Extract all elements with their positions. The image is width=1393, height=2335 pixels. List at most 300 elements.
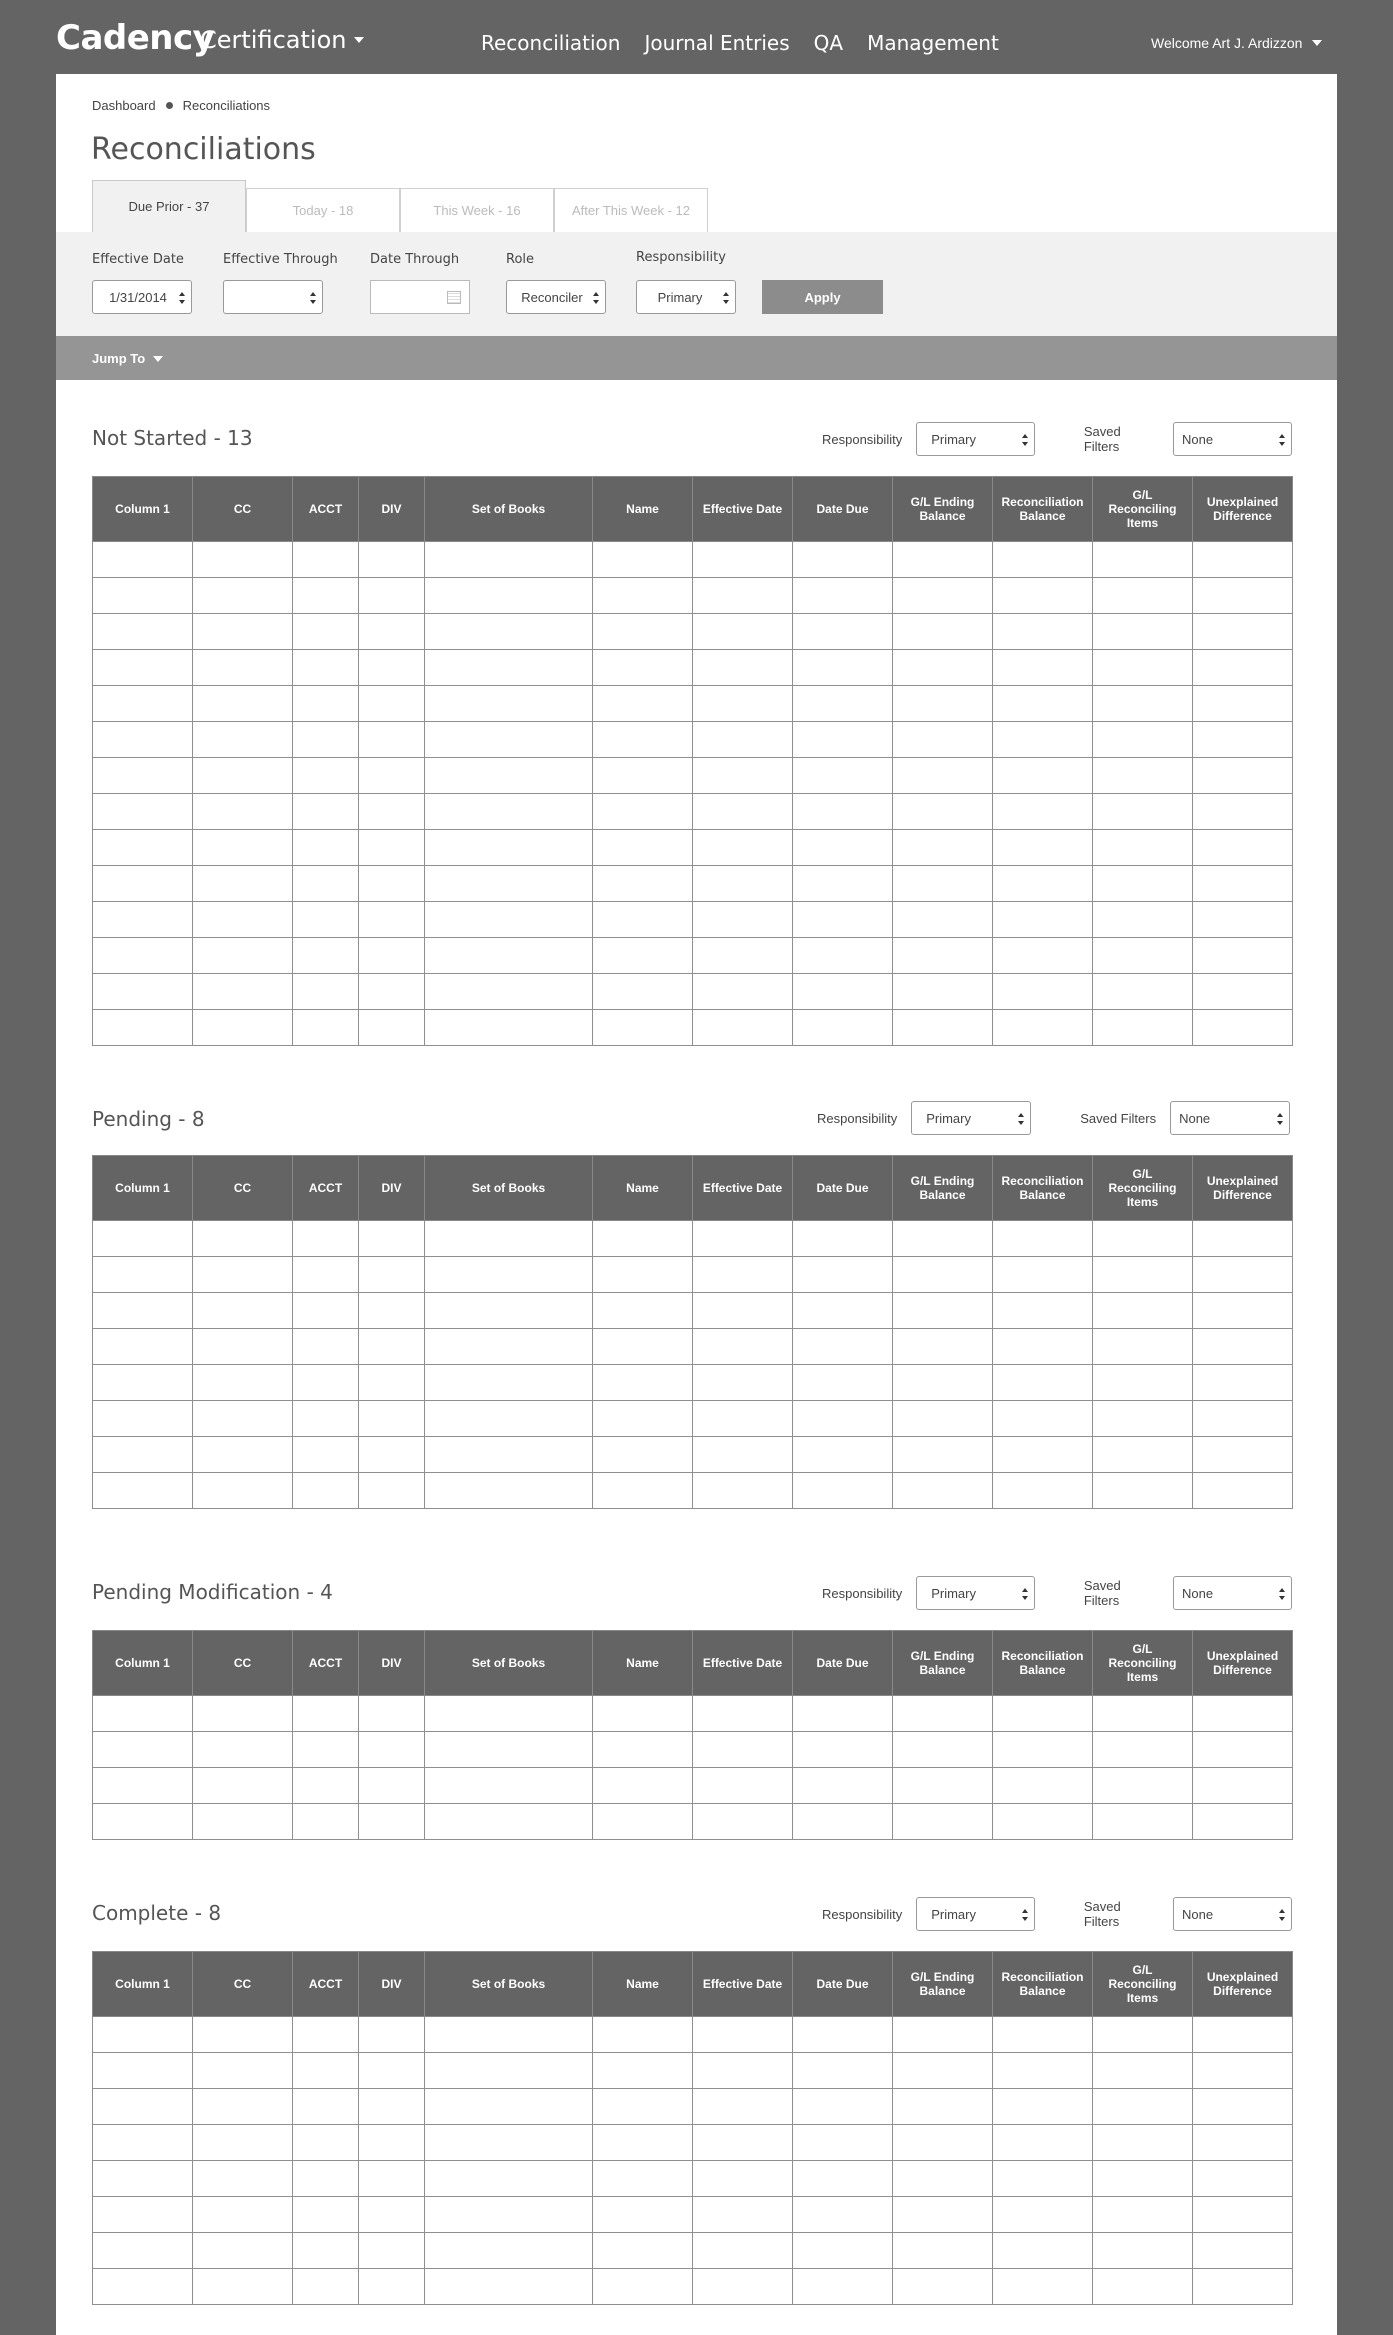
effective-date-select[interactable]	[92, 280, 192, 314]
table-cell	[93, 1257, 193, 1293]
table-cell	[293, 2089, 359, 2125]
table-cell	[1193, 2125, 1293, 2161]
table-cell	[425, 758, 593, 794]
saved-filters-select[interactable]	[1173, 1897, 1292, 1931]
table-row[interactable]	[93, 1804, 1293, 1840]
cadency-logo[interactable]: Cadency	[56, 18, 215, 58]
table-cell	[893, 2053, 993, 2089]
table-cell	[693, 1365, 793, 1401]
due-tabs	[92, 180, 708, 232]
table-row[interactable]	[93, 1732, 1293, 1768]
column-header-name[interactable]: Name	[593, 477, 693, 542]
table-cell	[1093, 1257, 1193, 1293]
table-row[interactable]	[93, 1768, 1293, 1804]
table-row[interactable]	[93, 1437, 1293, 1473]
column-header-reconciliation-balance[interactable]: Reconciliation Balance	[993, 1631, 1093, 1696]
breadcrumb	[92, 98, 270, 113]
column-header-gl-reconciling-items[interactable]: G/L Reconciling Items	[1093, 477, 1193, 542]
calendar-icon[interactable]	[447, 291, 461, 304]
column-header-unexplained-difference[interactable]: Unexplained Difference	[1193, 1156, 1293, 1221]
table-row[interactable]	[93, 1010, 1293, 1046]
table-cell	[293, 650, 359, 686]
nav-qa[interactable]: QA	[813, 31, 844, 55]
responsibility-value: Primary	[926, 1110, 971, 1126]
table-cell	[425, 1401, 593, 1437]
table-cell	[693, 2089, 793, 2125]
table-cell	[425, 614, 593, 650]
table-cell	[1193, 1221, 1293, 1257]
table-row[interactable]	[93, 2053, 1293, 2089]
column-header-acct[interactable]: ACCT	[293, 1156, 359, 1221]
column-header-column-1[interactable]: Column 1	[93, 1156, 193, 1221]
table-cell	[1093, 1329, 1193, 1365]
table-cell	[359, 758, 425, 794]
table-cell	[425, 2161, 593, 2197]
table-cell	[359, 794, 425, 830]
table-cell	[93, 758, 193, 794]
table-row[interactable]	[93, 614, 1293, 650]
table-cell	[593, 1221, 693, 1257]
table-cell	[1193, 794, 1293, 830]
table-cell	[793, 1329, 893, 1365]
table-cell	[193, 2197, 293, 2233]
effective-through-select[interactable]	[223, 280, 323, 314]
table-cell	[693, 614, 793, 650]
table-cell	[93, 1437, 193, 1473]
table-cell	[993, 1437, 1093, 1473]
column-header-date-due[interactable]: Date Due	[793, 1952, 893, 2017]
table-row[interactable]	[93, 902, 1293, 938]
table-cell	[893, 578, 993, 614]
column-header-name[interactable]: Name	[593, 1952, 693, 2017]
table-cell	[93, 1401, 193, 1437]
table-cell	[593, 2233, 693, 2269]
table-cell	[793, 1293, 893, 1329]
table-row[interactable]	[93, 1696, 1293, 1732]
table-cell	[893, 1365, 993, 1401]
table-cell	[1193, 1473, 1293, 1509]
select-arrows-icon	[1279, 434, 1285, 446]
table-cell	[593, 2053, 693, 2089]
table-cell	[793, 722, 893, 758]
table-cell	[425, 542, 593, 578]
table-cell	[1093, 578, 1193, 614]
table-row[interactable]	[93, 938, 1293, 974]
column-header-column-1[interactable]: Column 1	[93, 477, 193, 542]
table-cell	[193, 794, 293, 830]
table-cell	[193, 1732, 293, 1768]
table-row[interactable]	[93, 974, 1293, 1010]
table-row[interactable]	[93, 1473, 1293, 1509]
table-cell	[693, 2053, 793, 2089]
table-row[interactable]	[93, 758, 1293, 794]
table-cell	[359, 1365, 425, 1401]
table-cell	[793, 1473, 893, 1509]
role-group	[506, 252, 606, 314]
table-cell	[1193, 2197, 1293, 2233]
table-cell	[593, 722, 693, 758]
select-arrows-icon	[1022, 1588, 1028, 1600]
table-cell	[793, 938, 893, 974]
column-header-name[interactable]: Name	[593, 1631, 693, 1696]
column-header-date-due[interactable]: Date Due	[793, 477, 893, 542]
table-row[interactable]	[93, 1221, 1293, 1257]
table-row[interactable]	[93, 578, 1293, 614]
main-nav	[481, 31, 999, 55]
table-cell	[793, 2089, 893, 2125]
reconciliation-table	[92, 476, 1293, 1046]
table-row[interactable]	[93, 794, 1293, 830]
column-header-unexplained-difference[interactable]: Unexplained Difference	[1193, 477, 1293, 542]
table-header-row	[93, 1156, 1293, 1221]
table-cell	[693, 866, 793, 902]
table-cell	[793, 1221, 893, 1257]
table-cell	[693, 1221, 793, 1257]
table-row[interactable]	[93, 650, 1293, 686]
table-cell	[693, 1696, 793, 1732]
table-cell	[593, 2161, 693, 2197]
table-cell	[593, 2017, 693, 2053]
table-cell	[425, 2089, 593, 2125]
column-header-column-1[interactable]: Column 1	[93, 1631, 193, 1696]
table-cell	[893, 1732, 993, 1768]
table-cell	[293, 722, 359, 758]
table-cell	[893, 866, 993, 902]
column-header-set-of-books[interactable]: Set of Books	[425, 477, 593, 542]
table-row[interactable]	[93, 1329, 1293, 1365]
table-cell	[359, 686, 425, 722]
filter-panel	[56, 232, 1337, 336]
table-cell	[293, 2269, 359, 2305]
table-cell	[893, 650, 993, 686]
column-header-unexplained-difference[interactable]: Unexplained Difference	[1193, 1631, 1293, 1696]
table-cell	[93, 1010, 193, 1046]
nav-journal-entries[interactable]: Journal Entries	[644, 31, 790, 55]
table-cell	[693, 2197, 793, 2233]
responsibility-select[interactable]	[916, 1576, 1035, 1610]
effective-date-group	[92, 252, 192, 314]
table-cell	[1193, 1329, 1293, 1365]
select-arrows-icon	[1018, 1113, 1024, 1125]
column-header-gl-reconciling-items[interactable]: G/L Reconciling Items	[1093, 1631, 1193, 1696]
column-header-acct[interactable]: ACCT	[293, 1952, 359, 2017]
table-cell	[193, 2269, 293, 2305]
table-row[interactable]	[93, 830, 1293, 866]
table-row[interactable]	[93, 2125, 1293, 2161]
table-cell	[193, 650, 293, 686]
table-cell	[993, 866, 1093, 902]
table-cell	[593, 974, 693, 1010]
table-cell	[359, 1010, 425, 1046]
column-header-effective-date[interactable]: Effective Date	[693, 477, 793, 542]
table-row[interactable]	[93, 2161, 1293, 2197]
table-cell	[593, 830, 693, 866]
column-header-div[interactable]: DIV	[359, 1952, 425, 2017]
table-cell	[193, 1696, 293, 1732]
table-row[interactable]	[93, 2017, 1293, 2053]
table-row[interactable]	[93, 1257, 1293, 1293]
responsibility-select[interactable]	[911, 1101, 1031, 1135]
product-switcher[interactable]	[200, 26, 364, 54]
column-header-reconciliation-balance[interactable]: Reconciliation Balance	[993, 477, 1093, 542]
table-cell	[993, 1473, 1093, 1509]
table-cell	[1193, 1365, 1293, 1401]
table-row[interactable]	[93, 2269, 1293, 2305]
column-header-cc[interactable]: CC	[193, 1156, 293, 1221]
column-header-acct[interactable]: ACCT	[293, 477, 359, 542]
table-cell	[425, 1804, 593, 1840]
table-cell	[93, 1732, 193, 1768]
saved-filters-select[interactable]	[1173, 1576, 1292, 1610]
table-cell	[993, 614, 1093, 650]
table-cell	[93, 2089, 193, 2125]
table-cell	[1093, 2197, 1193, 2233]
column-header-set-of-books[interactable]: Set of Books	[425, 1156, 593, 1221]
table-cell	[1093, 2017, 1193, 2053]
table-cell	[593, 1473, 693, 1509]
table-row[interactable]	[93, 542, 1293, 578]
table-cell	[993, 794, 1093, 830]
column-header-effective-date[interactable]: Effective Date	[693, 1631, 793, 1696]
table-cell	[293, 1401, 359, 1437]
table-cell	[359, 578, 425, 614]
column-header-div[interactable]: DIV	[359, 1156, 425, 1221]
table-cell	[293, 2125, 359, 2161]
table-cell	[593, 1293, 693, 1329]
nav-management[interactable]: Management	[867, 31, 999, 55]
table-row[interactable]	[93, 2233, 1293, 2269]
table-cell	[893, 1221, 993, 1257]
table-cell	[893, 902, 993, 938]
table-cell	[793, 2269, 893, 2305]
table-cell	[1193, 1010, 1293, 1046]
table-cell	[425, 2197, 593, 2233]
table-cell	[793, 1804, 893, 1840]
table-cell	[693, 902, 793, 938]
date-through-input[interactable]	[370, 280, 470, 314]
table-cell	[993, 722, 1093, 758]
column-header-effective-date[interactable]: Effective Date	[693, 1156, 793, 1221]
column-header-gl-reconciling-items[interactable]: G/L Reconciling Items	[1093, 1952, 1193, 2017]
responsibility-select[interactable]	[636, 280, 736, 314]
table-row[interactable]	[93, 1365, 1293, 1401]
table-cell	[193, 2125, 293, 2161]
column-header-gl-reconciling-items[interactable]: G/L Reconciling Items	[1093, 1156, 1193, 1221]
table-cell	[93, 722, 193, 758]
table-row[interactable]	[93, 2197, 1293, 2233]
table-cell	[293, 974, 359, 1010]
table-cell	[1093, 542, 1193, 578]
column-header-div[interactable]: DIV	[359, 477, 425, 542]
responsibility-select[interactable]	[916, 422, 1035, 456]
table-cell	[693, 578, 793, 614]
table-cell	[993, 1365, 1093, 1401]
select-arrows-icon	[1277, 1113, 1283, 1125]
table-cell	[359, 1329, 425, 1365]
table-cell	[359, 2161, 425, 2197]
table-cell	[793, 758, 893, 794]
table-cell	[893, 2125, 993, 2161]
table-cell	[425, 1473, 593, 1509]
column-header-gl-ending-balance[interactable]: G/L Ending Balance	[893, 1952, 993, 2017]
responsibility-value: Primary	[657, 289, 703, 305]
table-cell	[193, 542, 293, 578]
column-header-set-of-books[interactable]: Set of Books	[425, 1631, 593, 1696]
section-title: Not Started - 13	[92, 426, 253, 450]
table-cell	[93, 830, 193, 866]
table-cell	[893, 974, 993, 1010]
table-cell	[693, 758, 793, 794]
table-cell	[293, 1221, 359, 1257]
table-cell	[293, 2197, 359, 2233]
table-cell	[993, 902, 1093, 938]
table-cell	[893, 2161, 993, 2197]
table-cell	[1093, 2053, 1193, 2089]
table-cell	[1093, 1221, 1193, 1257]
table-cell	[893, 1257, 993, 1293]
table-cell	[425, 2269, 593, 2305]
table-cell	[1093, 794, 1193, 830]
table-cell	[359, 1768, 425, 1804]
jump-to-bar	[56, 336, 1337, 380]
table-cell	[359, 614, 425, 650]
table-row[interactable]	[93, 1401, 1293, 1437]
column-header-cc[interactable]: CC	[193, 1631, 293, 1696]
column-header-reconciliation-balance[interactable]: Reconciliation Balance	[993, 1156, 1093, 1221]
select-arrows-icon	[1022, 1909, 1028, 1921]
table-cell	[293, 902, 359, 938]
table-cell	[993, 1257, 1093, 1293]
breadcrumb-dashboard[interactable]: Dashboard	[92, 98, 156, 113]
table-cell	[593, 2089, 693, 2125]
table-row[interactable]	[93, 686, 1293, 722]
column-header-set-of-books[interactable]: Set of Books	[425, 1952, 593, 2017]
column-header-date-due[interactable]: Date Due	[793, 1631, 893, 1696]
select-arrows-icon	[179, 292, 185, 304]
column-header-gl-ending-balance[interactable]: G/L Ending Balance	[893, 477, 993, 542]
table-cell	[893, 1473, 993, 1509]
user-menu[interactable]	[1151, 35, 1322, 51]
table-cell	[1093, 866, 1193, 902]
table-cell	[1093, 2161, 1193, 2197]
saved-filters-select[interactable]	[1170, 1101, 1290, 1135]
column-header-gl-ending-balance[interactable]: G/L Ending Balance	[893, 1156, 993, 1221]
table-cell	[293, 1768, 359, 1804]
column-header-column-1[interactable]: Column 1	[93, 1952, 193, 2017]
table-cell	[993, 2053, 1093, 2089]
column-header-cc[interactable]: CC	[193, 1952, 293, 2017]
chevron-down-icon	[153, 356, 163, 362]
table-cell	[93, 974, 193, 1010]
tab-this-week[interactable]: This Week - 16	[400, 188, 554, 232]
role-select[interactable]	[506, 280, 606, 314]
table-cell	[359, 1257, 425, 1293]
date-through-label: Date Through	[370, 252, 460, 267]
saved-filters-select[interactable]	[1173, 422, 1292, 456]
table-cell	[793, 1437, 893, 1473]
table-row[interactable]	[93, 1293, 1293, 1329]
table-cell	[793, 830, 893, 866]
page-title: Reconciliations	[91, 132, 316, 167]
table-cell	[93, 794, 193, 830]
table-cell	[993, 974, 1093, 1010]
nav-reconciliation[interactable]: Reconciliation	[481, 31, 621, 55]
table-cell	[1193, 2053, 1293, 2089]
table-cell	[193, 866, 293, 902]
table-cell	[1093, 830, 1193, 866]
table-cell	[425, 938, 593, 974]
table-cell	[1093, 2089, 1193, 2125]
table-cell	[593, 1437, 693, 1473]
saved-filters-label: Saved Filters	[1083, 1899, 1121, 1929]
table-cell	[293, 1804, 359, 1840]
responsibility-select[interactable]	[916, 1897, 1035, 1931]
table-cell	[1193, 2161, 1293, 2197]
table-cell	[425, 794, 593, 830]
tab-today[interactable]: Today - 18	[246, 188, 400, 232]
table-cell	[693, 1804, 793, 1840]
table-cell	[793, 542, 893, 578]
responsibility-label: Responsibility	[636, 250, 726, 265]
table-cell	[793, 1696, 893, 1732]
column-header-acct[interactable]: ACCT	[293, 1631, 359, 1696]
table-cell	[1093, 1473, 1193, 1509]
jump-to-menu[interactable]	[92, 351, 163, 366]
table-cell	[893, 2233, 993, 2269]
tab-after-this-week[interactable]: After This Week - 12	[554, 188, 708, 232]
table-cell	[793, 614, 893, 650]
table-cell	[593, 758, 693, 794]
table-cell	[593, 1401, 693, 1437]
table-cell	[593, 1010, 693, 1046]
column-header-cc[interactable]: CC	[193, 477, 293, 542]
table-cell	[359, 542, 425, 578]
table-cell	[893, 722, 993, 758]
table-cell	[693, 542, 793, 578]
table-row[interactable]	[93, 722, 1293, 758]
apply-button[interactable]: Apply	[762, 280, 883, 314]
table-cell	[1093, 902, 1193, 938]
saved-filters-value: None	[1182, 1585, 1214, 1601]
column-header-div[interactable]: DIV	[359, 1631, 425, 1696]
table-cell	[993, 1293, 1093, 1329]
select-arrows-icon	[1279, 1588, 1285, 1600]
reconciliation-table	[92, 1630, 1293, 1840]
table-cell	[793, 1010, 893, 1046]
table-row[interactable]	[93, 2089, 1293, 2125]
table-cell	[359, 650, 425, 686]
table-row[interactable]	[93, 866, 1293, 902]
column-header-gl-ending-balance[interactable]: G/L Ending Balance	[893, 1631, 993, 1696]
column-header-name[interactable]: Name	[593, 1156, 693, 1221]
saved-filters-label: Saved Filters	[1083, 1578, 1121, 1608]
table-cell	[593, 866, 693, 902]
column-header-effective-date[interactable]: Effective Date	[693, 1952, 793, 2017]
table-cell	[93, 1329, 193, 1365]
table-cell	[893, 1401, 993, 1437]
column-header-reconciliation-balance[interactable]: Reconciliation Balance	[993, 1952, 1093, 2017]
table-cell	[193, 902, 293, 938]
table-cell	[893, 1804, 993, 1840]
table-cell	[993, 1768, 1093, 1804]
column-header-date-due[interactable]: Date Due	[793, 1156, 893, 1221]
column-header-unexplained-difference[interactable]: Unexplained Difference	[1193, 1952, 1293, 2017]
tab-due-prior[interactable]: Due Prior - 37	[92, 180, 246, 232]
table-cell	[359, 2269, 425, 2305]
table-cell	[1093, 1293, 1193, 1329]
table-cell	[793, 650, 893, 686]
table-cell	[693, 938, 793, 974]
